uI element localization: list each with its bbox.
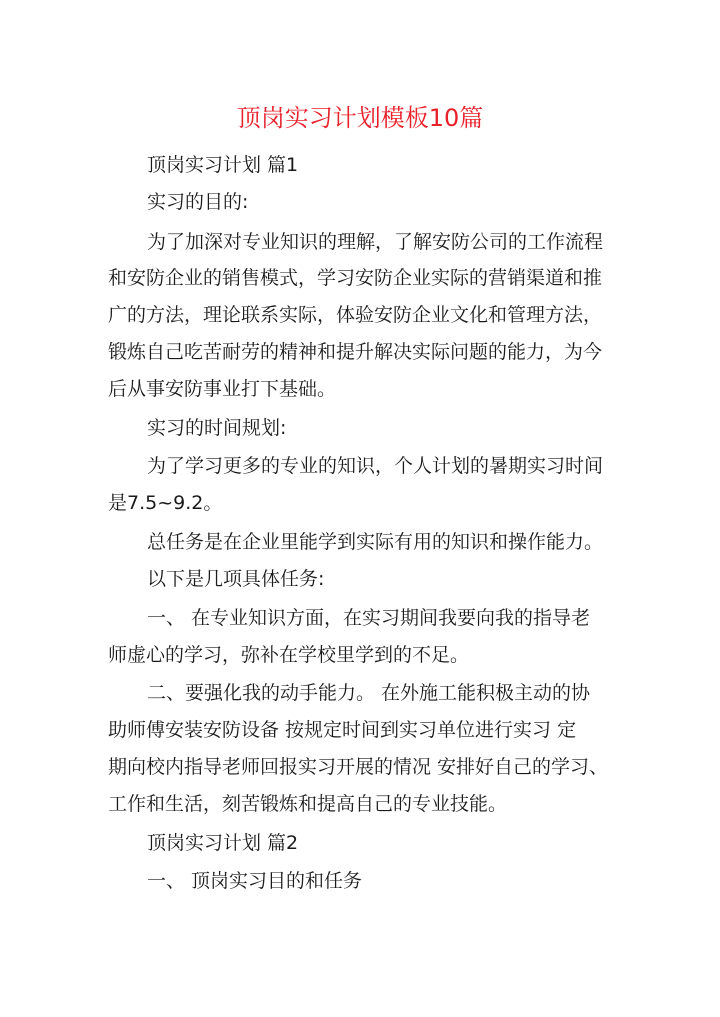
paragraph-line: 为了学习更多的专业的知识，个人计划的暑期实习时间 — [147, 455, 604, 477]
paragraph-line: 是7.5~9.2。 — [108, 492, 223, 514]
paragraph-line: 师虚心的学习，弥补在学校里学到的不足。 — [108, 644, 470, 666]
subheading-objectives: 一、 顶岗实习目的和任务 — [147, 870, 363, 892]
subheading-tasks: 以下是几项具体任务: — [147, 568, 325, 590]
document-title: 顶岗实习计划模板10篇 — [236, 104, 484, 132]
paragraph-line: 工作和生活，刻苦锻炼和提高自己的专业技能。 — [108, 793, 508, 815]
section-heading-2: 顶岗实习计划 篇2 — [147, 832, 299, 854]
paragraph-line: 助师傅安装安防设备 按规定时间到实习单位进行实习 定 — [108, 719, 577, 741]
subheading-schedule: 实习的时间规划: — [147, 417, 287, 439]
paragraph-line: 锻炼自己吃苦耐劳的精神和提升解决实际问题的能力，为今 — [108, 341, 603, 363]
subheading-purpose: 实习的目的: — [147, 191, 249, 213]
paragraph-line: 广的方法，理论联系实际，体验安防企业文化和管理方法， — [108, 304, 603, 326]
paragraph-line: 为了加深对专业知识的理解，了解安防公司的工作流程 — [147, 231, 604, 253]
paragraph-line: 总任务是在企业里能学到实际有用的知识和操作能力。 — [147, 531, 604, 553]
paragraph-line: 期向校内指导老师回报实习开展的情况 安排好自己的学习、 — [108, 756, 609, 778]
paragraph-line: 二、要强化我的动手能力。 在外施工能积极主动的协 — [147, 682, 591, 704]
section-heading-1: 顶岗实习计划 篇1 — [147, 154, 299, 176]
paragraph-line: 和安防企业的销售模式，学习安防企业实际的营销渠道和推 — [108, 267, 603, 289]
paragraph-line: 后从事安防事业打下基础。 — [108, 378, 337, 400]
paragraph-line: 一、 在专业知识方面，在实习期间我要向我的指导老 — [147, 607, 591, 629]
